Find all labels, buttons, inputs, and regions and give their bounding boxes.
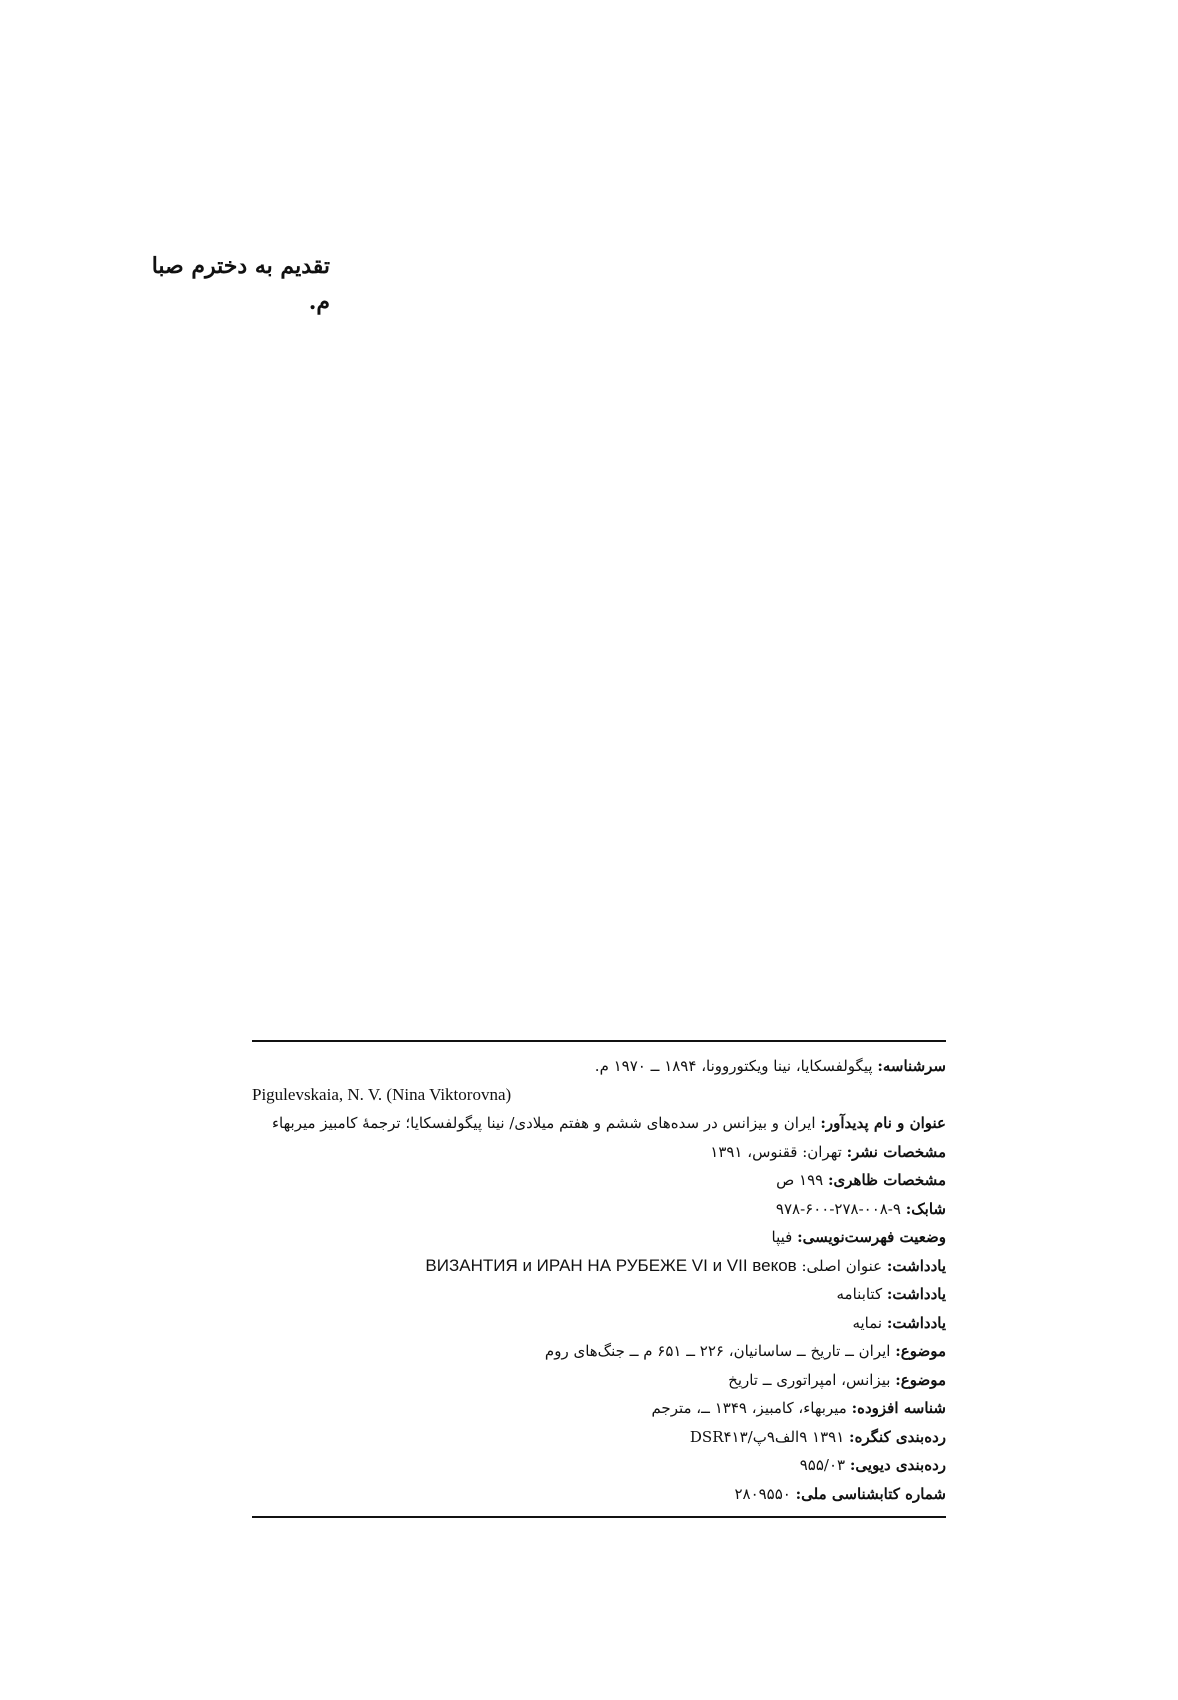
- catalog-row-title: [252, 1109, 946, 1138]
- catalog-label: مشخصات ظاهری:: [828, 1171, 946, 1189]
- catalog-label: وضعیت فهرست‌نویسی:: [797, 1228, 946, 1246]
- catalog-label: عنوان و نام پدیدآور:: [820, 1114, 946, 1132]
- bottom-divider: [252, 1516, 946, 1518]
- catalog-value: میربهاء، کامبیز، ۱۳۴۹ ــ، مترجم: [651, 1399, 847, 1417]
- catalog-row-note-index: [252, 1309, 946, 1338]
- catalog-value: ۱۳۹۱ ۹الف۹پ/DSR۴۱۳: [689, 1427, 845, 1446]
- catalog-label: مشخصات نشر:: [846, 1142, 946, 1161]
- catalog-value: پیگولفسکایا، نینا ویکتوروونا، ۱۸۹۴ ــ ۱۹۷۰ م.: [594, 1057, 873, 1075]
- catalog-row-physical: [252, 1166, 946, 1195]
- catalog-value: Pigulevskaia, N. V. (Nina Viktorovna): [252, 1084, 512, 1104]
- catalog-row-isbn: [252, 1195, 946, 1224]
- catalog-value: تهران: ققنوس، ۱۳۹۱: [710, 1142, 842, 1161]
- catalog-value: نمایه: [852, 1313, 883, 1332]
- catalog-value: ۹۵۵/۰۳: [799, 1456, 846, 1474]
- catalog-label: شابک:: [905, 1199, 946, 1218]
- catalog-value: ۹۷۸-۶۰۰-۲۷۸-۰۰۸-۹: [775, 1199, 901, 1218]
- catalog-row-latin-author: [252, 1081, 946, 1110]
- catalog-value: ۲۸۰۹۵۵۰: [734, 1484, 791, 1503]
- catalog-row-original-title: [252, 1252, 946, 1281]
- catalog-label: رده‌بندی کنگره:: [849, 1427, 946, 1446]
- catalog-value: ایران و بیزانس در سده‌های ششم و هفتم میلادی/ نینا پیگولفسکایا؛ ترجمهٔ کامبیز میربهاء: [271, 1114, 816, 1132]
- catalog-label: یادداشت:: [886, 1313, 946, 1332]
- dedication-signature: م.: [308, 289, 330, 315]
- catalog-row-status: [252, 1223, 946, 1252]
- catalog-label: موضوع:: [895, 1370, 946, 1389]
- catalog-row-note-bibliography: [252, 1280, 946, 1309]
- dedication-text: تقدیم به دخترم صبا: [151, 253, 330, 279]
- catalog-row-main-entry: [252, 1052, 946, 1081]
- catalog-row-dewey: [252, 1451, 946, 1480]
- catalog-row-added-entry: [252, 1394, 946, 1423]
- original-title-cyrillic: ВИЗАНТИЯ и ИРАН НА РУБЕЖЕ VI и VII веков: [425, 1255, 797, 1275]
- catalog-row-national-number: [252, 1480, 946, 1509]
- catalog-value: کتابنامه: [836, 1285, 883, 1303]
- dedication: [120, 248, 330, 320]
- catalog-value: بیزانس، امپراتوری ــ تاریخ: [728, 1370, 891, 1389]
- catalog-row-subject-byzantium: [252, 1366, 946, 1395]
- catalog-value: عنوان اصلی:: [801, 1256, 883, 1275]
- catalog-row-publication: [252, 1138, 946, 1167]
- cataloging-in-publication-block: [252, 1040, 946, 1518]
- catalog-value: ایران ــ تاریخ ــ ساسانیان، ۲۲۶ ــ ۶۵۱ م ــ جنگ‌های روم: [544, 1342, 891, 1360]
- catalog-label: سرشناسه:: [877, 1057, 946, 1075]
- catalog-value: فیپا: [771, 1228, 793, 1246]
- catalog-label: شناسه افزوده:: [851, 1399, 946, 1417]
- catalog-row-lc-classification: [252, 1423, 946, 1452]
- catalog-value: ۱۹۹ ص: [776, 1171, 824, 1189]
- catalog-label: یادداشت:: [886, 1256, 946, 1275]
- catalog-label: رده‌بندی دیویی:: [849, 1456, 946, 1474]
- catalog-label: شماره کتابشناسی ملی:: [795, 1484, 946, 1503]
- catalog-label: یادداشت:: [886, 1285, 946, 1303]
- catalog-row-subject-iran: [252, 1337, 946, 1366]
- catalog-label: موضوع:: [895, 1342, 946, 1360]
- catalog-entries: [252, 1042, 946, 1516]
